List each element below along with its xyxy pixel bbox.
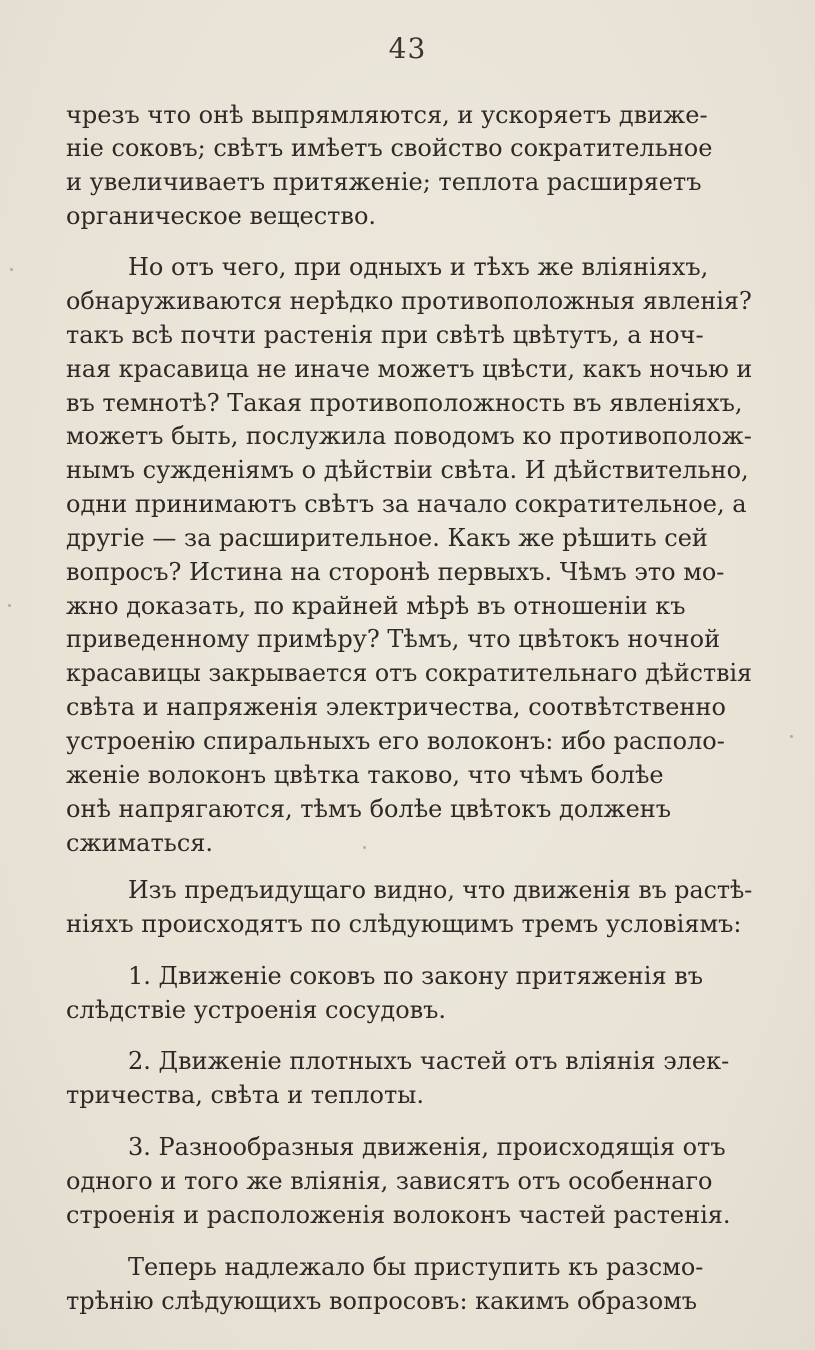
text-line: въ темнотѣ? Такая противоположность въ явленіяхъ, <box>66 389 743 417</box>
text-line: свѣта и напряженія электричества, соотвѣтственно <box>66 693 726 721</box>
text-line: нымъ сужденіямъ о дѣйствіи свѣта. И дѣйствительно, <box>66 456 749 484</box>
text-line: другіе — за расширительное. Какъ же рѣшить сей <box>66 524 708 552</box>
text-line: красавицы закрывается отъ сократительнаго дѣйствія <box>66 659 753 687</box>
list-item-line: 2. Движеніе плотныхъ частей отъ вліянія элек- <box>128 1047 730 1075</box>
text-line: вопросъ? Истина на сторонѣ первыхъ. Чѣмъ это мо- <box>66 558 725 586</box>
paper-speck <box>790 735 793 738</box>
text-line: онѣ напрягаются, тѣмъ болѣе цвѣтокъ долженъ <box>66 795 672 823</box>
list-item-line: тричества, свѣта и теплоты. <box>66 1081 424 1109</box>
list-item-line: 3. Разнообразныя движенія, происходящія отъ <box>128 1133 726 1161</box>
text-line: Изъ предъидущаго видно, что движенія въ растѣ- <box>128 876 753 904</box>
text-line: устроенію спиральныхъ его волоконъ: ибо располо- <box>66 727 725 755</box>
text-line: жно доказать, по крайней мѣрѣ въ отношеніи къ <box>66 592 686 620</box>
text-line: ная красавица не иначе можетъ цвѣсти, какъ ночью и <box>66 355 753 383</box>
text-line: чрезъ что онѣ выпрямляются, и ускоряетъ движе- <box>66 101 708 129</box>
list-item-line: 1. Движеніе соковъ по закону притяженія въ <box>128 962 704 990</box>
list-item-line: слѣдствіе устроенія сосудовъ. <box>66 996 447 1024</box>
text-line: ніяхъ происходятъ по слѣдующимъ тремъ условіямъ: <box>66 910 742 938</box>
text-line: приведенному примѣру? Тѣмъ, что цвѣтокъ ночной <box>66 625 721 653</box>
paper-speck <box>10 268 13 271</box>
text-line: женіе волоконъ цвѣтка таково, что чѣмъ болѣе <box>66 761 664 789</box>
text-line: и увеличиваетъ притяженіе; теплота расширяетъ <box>66 168 702 196</box>
text-line: можетъ быть, послужила поводомъ ко противополож- <box>66 422 752 450</box>
text-line: ніе соковъ; свѣтъ имѣетъ свойство сократительное <box>66 134 713 162</box>
paper-speck <box>8 604 11 607</box>
list-item-line: строенія и расположенія волоконъ частей растенія. <box>66 1201 731 1229</box>
text-line: Но отъ чего, при одныхъ и тѣхъ же вліяніяхъ, <box>128 253 709 281</box>
text-line: Теперь надлежало бы приступить къ разсмо- <box>128 1253 704 1281</box>
list-item-line: одного и того же вліянія, зависятъ отъ особеннаго <box>66 1167 713 1195</box>
text-line: обнаруживаются нерѣдко противоположныя явленія? <box>66 287 752 315</box>
page-number: 43 <box>388 32 427 65</box>
text-line: такъ всѣ почти растенія при свѣтѣ цвѣтутъ, а ноч- <box>66 321 704 349</box>
text-line: одни принимаютъ свѣтъ за начало сократительное, а <box>66 490 747 518</box>
text-line: трѣнію слѣдующихъ вопросовъ: какимъ образомъ <box>66 1287 698 1315</box>
text-line: органическое вещество. <box>66 202 377 230</box>
text-line: сжиматься. <box>66 829 214 857</box>
paper-speck <box>363 846 366 849</box>
